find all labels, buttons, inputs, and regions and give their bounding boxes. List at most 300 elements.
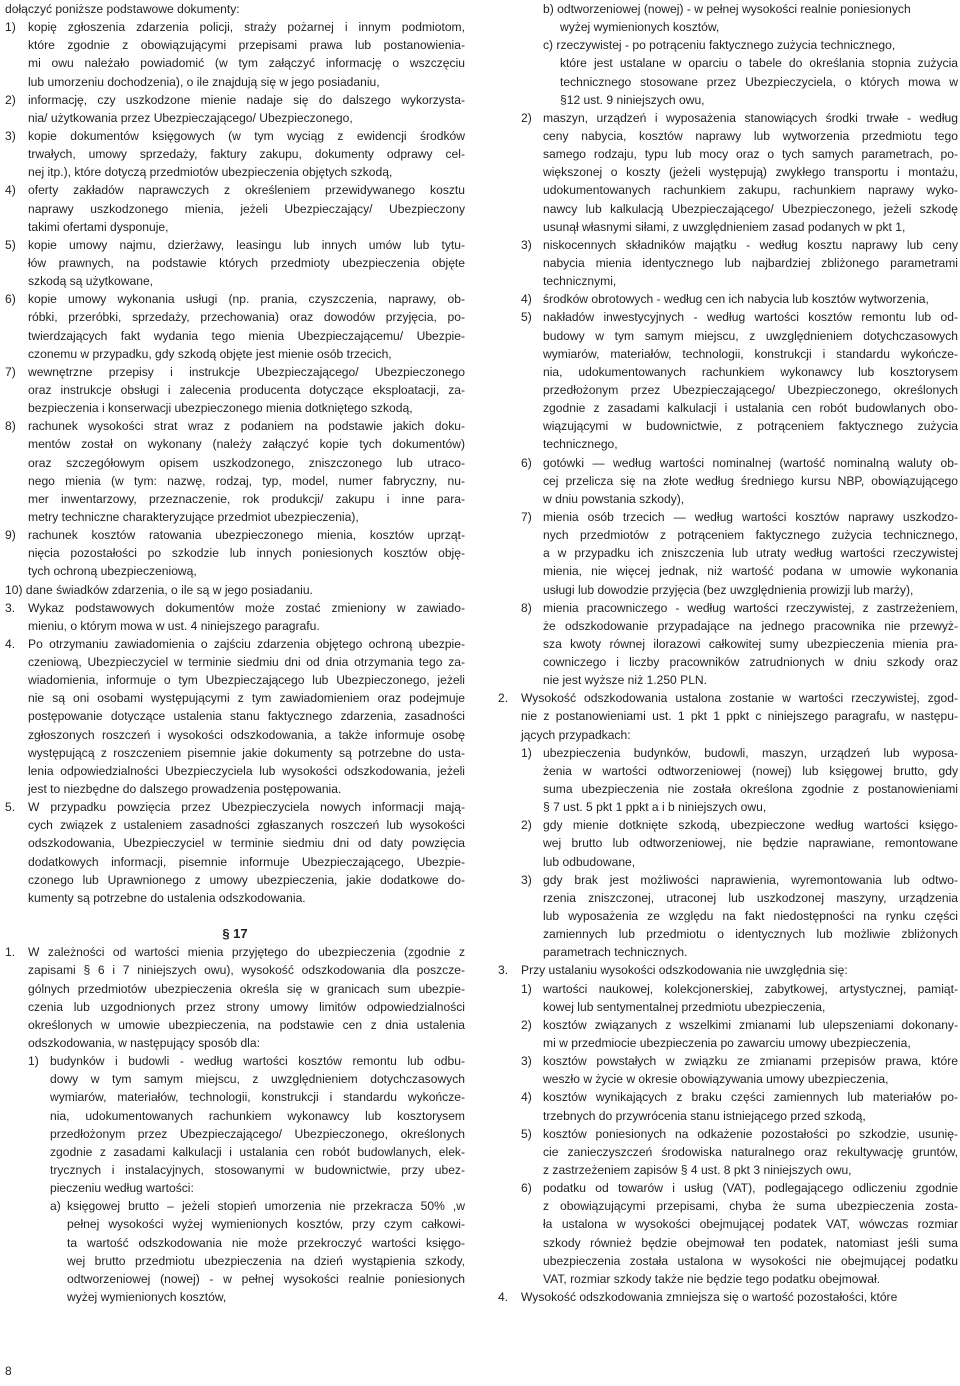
text-line bbox=[498, 345, 958, 363]
line-text: technicznego stosowane przez Ubezpieczyciela, o których mowa w bbox=[560, 74, 958, 89]
line-text: jest to niezbędne do dalszego prowadzenia postępowania. bbox=[28, 782, 342, 797]
text-line bbox=[5, 1052, 465, 1070]
line-text: środków obrotowych - według cen ich nabycia lub kosztów wytworzenia, bbox=[543, 292, 929, 307]
line-text: nawcy lub kalkulacją Ubezpieczającego/ Ubezpieczonego, jeżeli szkodę bbox=[543, 201, 958, 216]
line-text: gdy brak jest możliwości naprawienia, wyremontowania lub odtwo- bbox=[543, 872, 958, 887]
line-text: lenia odpowiedzialności Ubezpieczyciela lub wysokości odszkodowania, jeżeli bbox=[28, 763, 465, 778]
text-line bbox=[5, 308, 465, 326]
text-line bbox=[5, 363, 465, 381]
line-text: nięcia pozostałości po szkodzie lub innych poniesionych kosztów obję- bbox=[28, 546, 465, 561]
text-line bbox=[5, 671, 465, 689]
text-line bbox=[498, 308, 958, 326]
line-text: 10) dane świadków zdarzenia, o ile są w jego posiadaniu. bbox=[5, 582, 313, 597]
text-line bbox=[5, 1161, 465, 1179]
line-text: wyżej wymienionych kosztów, bbox=[560, 20, 720, 35]
line-text: mi w przedmiocie ubezpieczenia po zawarciu umowy ubezpieczenia, bbox=[543, 1036, 911, 1051]
line-text: wyżej wymienionych kosztów, bbox=[67, 1289, 227, 1304]
text-line bbox=[5, 181, 465, 199]
line-text: nia/ użytkowania przez Ubezpieczającego/ Ubezpieczonego, bbox=[28, 110, 353, 125]
text-line bbox=[5, 508, 465, 526]
text-line bbox=[5, 653, 465, 671]
line-text: trzebnych do przywrócenia stanu istniejącego przed szkodą, bbox=[543, 1108, 866, 1123]
line-text: cej przelicza się na złote według średniego kursu NBP, obowiązującego bbox=[543, 473, 958, 488]
text-line bbox=[498, 798, 958, 816]
text-line bbox=[5, 1179, 465, 1197]
line-text: W zależności od wartości mienia przyjętego do ubezpieczenia (zgodnie z bbox=[28, 945, 465, 960]
line-text: § 17 bbox=[222, 926, 248, 942]
text-line bbox=[498, 617, 958, 635]
line-text: ubezpieczenia została ustalona w wysokości nie obejmującej podatku bbox=[543, 1253, 958, 1268]
line-text: mienia, nie więcej jednak, niż wartość podana w umowie wykonania bbox=[543, 564, 958, 579]
text-line bbox=[498, 998, 958, 1016]
line-text: lub wyposażenia ze względu na fakt niedostępności na rynku części bbox=[543, 909, 958, 924]
text-line bbox=[498, 417, 958, 435]
text-line bbox=[498, 816, 958, 834]
text-line bbox=[498, 18, 958, 36]
line-text: ła ustalona w wysokości obejmującej podatek VAT, wówczas rozmiar bbox=[543, 1217, 958, 1232]
line-text: żenia w wartości odtworzeniowej (nowej) lub księgowej brutto, gdy bbox=[543, 763, 958, 778]
text-line bbox=[498, 1215, 958, 1233]
line-text: trycznych i instalacyjnych, stosowanymi w budownictwie, przy ubez- bbox=[50, 1163, 465, 1177]
text-line bbox=[498, 961, 958, 979]
text-line bbox=[498, 980, 958, 998]
text-line bbox=[5, 581, 465, 599]
text-line bbox=[5, 327, 465, 345]
line-text: Wysokość odszkodowania ustalona zostanie w wartości rzeczywistej, zgod- bbox=[521, 691, 958, 706]
text-line bbox=[498, 744, 958, 762]
text-line bbox=[498, 671, 958, 689]
list-number: 9) bbox=[5, 528, 16, 543]
text-line bbox=[498, 635, 958, 653]
text-line bbox=[5, 1125, 465, 1143]
text-line bbox=[5, 54, 465, 72]
line-text: pełnej wysokości wyżej wymienionych kosztów, przy czym całkowi- bbox=[67, 1217, 465, 1232]
line-text: trwałych, umowy sprzedaży, faktury zakupu, dokumenty odprawy cel- bbox=[28, 147, 465, 162]
line-text: nie są oni osobami występującymi z tym zawiadomieniem oraz podejmuje bbox=[28, 691, 465, 706]
line-text: kopię zgłoszenia zdarzenia policji, straży pożarnej i innym podmiotom, bbox=[28, 20, 465, 35]
list-number: 4. bbox=[498, 1289, 509, 1304]
line-text: c) rzeczywistej - po potrąceniu faktycznego zużycia technicznego, bbox=[543, 38, 896, 53]
right-column bbox=[498, 0, 958, 1306]
line-text: kowej lub sentymentalnej przedmiotu ubezpieczenia, bbox=[543, 999, 826, 1014]
line-text: czeniową, Ubezpieczyciel w terminie siedmiu dni od dnia otrzymania tego za- bbox=[28, 655, 465, 670]
line-text: tych ochroną ubezpieczeniową, bbox=[28, 564, 197, 579]
list-number: 6) bbox=[521, 1181, 532, 1196]
line-text: mi owu należało powiadomić (w tym załączyć informację o wszczęciu bbox=[28, 56, 465, 71]
text-line bbox=[498, 1288, 958, 1306]
line-text: budynków i budowli - według wartości kosztów remontu lub odbu- bbox=[50, 1054, 465, 1069]
line-text: rzenia zniszczonej, utraconej lub uszkodzonej maszyny, urządzenia bbox=[543, 890, 958, 905]
line-text: kumenty są potrzebne do ustalenia odszkodowania. bbox=[28, 890, 306, 905]
line-text: cowniczego i liczby pracowników zatrudnionych w dniu szkody oraz bbox=[543, 655, 958, 670]
text-line bbox=[498, 707, 958, 725]
line-text: kosztów wynikających z braku części zamiennych lub materiałów po- bbox=[543, 1090, 958, 1105]
line-text: weszło w życie w okresie obowiązywania umowy ubezpieczenia, bbox=[543, 1072, 889, 1087]
text-line bbox=[498, 1034, 958, 1052]
line-text: przedłożonym przez Ubezpieczającego/ Ubezpieczonego, określonych bbox=[543, 382, 958, 397]
text-line bbox=[5, 163, 465, 181]
text-line bbox=[498, 544, 958, 562]
text-line bbox=[5, 127, 465, 145]
line-text: kosztów poniesionych na odkażenie pozostałości po szkodzie, usunię- bbox=[543, 1126, 958, 1141]
text-line bbox=[5, 871, 465, 889]
text-line bbox=[5, 980, 465, 998]
text-line bbox=[498, 490, 958, 508]
line-text: wymiarów, materiałów, technologii, konstrukcji i standardu wykończe- bbox=[50, 1090, 465, 1105]
text-line bbox=[5, 381, 465, 399]
line-text: bezpieczenia i konserwacji ubezpieczonego mienia dotkniętego szkodą, bbox=[28, 401, 413, 416]
text-line bbox=[5, 472, 465, 490]
list-number: 4) bbox=[521, 1090, 532, 1105]
list-number: 6) bbox=[5, 292, 16, 307]
line-text: kopie umowy najmu, dzierżawy, leasingu lub innych umów lub tytu- bbox=[28, 237, 465, 252]
line-text: gdy mienie dotknięte szkodą, ubezpieczone według wartości księgo- bbox=[543, 818, 958, 833]
text-line bbox=[5, 1270, 465, 1288]
text-line bbox=[498, 363, 958, 381]
line-text: nie z postanowieniami ust. 1 pkt 1 ppkt c niniejszego paragrafu, w następu- bbox=[521, 709, 958, 724]
list-number: 7) bbox=[5, 364, 16, 379]
text-line bbox=[498, 127, 958, 145]
text-line bbox=[498, 327, 958, 345]
list-number: 1) bbox=[5, 20, 16, 35]
text-line bbox=[5, 635, 465, 653]
line-text: mienia osób trzecich — według wartości kosztów naprawy uszkodzo- bbox=[543, 509, 958, 524]
line-text: Po otrzymaniu zawiadomienia o zajściu zdarzenia objętego ochroną ubezpie- bbox=[28, 636, 465, 651]
line-text: wymiarów, materiałów, technologii, konstrukcji i standardu wykończe- bbox=[543, 346, 958, 361]
text-line bbox=[5, 1034, 465, 1052]
text-line bbox=[498, 73, 958, 91]
list-number: 3) bbox=[521, 872, 532, 887]
line-text: wartości naukowej, kolekcjonerskiej, zabytkowej, artystycznej, pamiąt- bbox=[543, 981, 958, 996]
list-number: 2) bbox=[521, 1017, 532, 1032]
text-line bbox=[5, 1234, 465, 1252]
line-text: Wysokość odszkodowania zmniejsza się o wartość pozostałości, które bbox=[521, 1289, 898, 1304]
text-line bbox=[5, 1197, 465, 1215]
text-line bbox=[498, 943, 958, 961]
text-line bbox=[5, 798, 465, 816]
line-text: wej brutto lub odtworzeniowej, nie będzie naprawiane, remontowane bbox=[543, 836, 958, 851]
line-text: technicznymi, bbox=[543, 274, 617, 289]
text-line bbox=[498, 272, 958, 290]
text-line bbox=[498, 834, 958, 852]
line-text: postępowanie dotyczące ustalenia stanu faktycznego zdarzenia, zasadności bbox=[28, 709, 465, 724]
line-text: budowy w tym samym miejscu, z uwzględnieniem dotychczasowych bbox=[543, 328, 958, 343]
line-text: nabycia mienia identycznego lub najbardziej zbliżonego parametrami bbox=[543, 255, 958, 270]
text-line bbox=[5, 689, 465, 707]
line-text: dodatkowych informacji, pisemnie informuje Ubezpieczającego, Ubezpie- bbox=[28, 854, 465, 869]
list-number: 3. bbox=[5, 600, 16, 615]
text-line bbox=[498, 1234, 958, 1252]
list-number: 3) bbox=[5, 128, 16, 143]
text-line bbox=[5, 145, 465, 163]
text-line bbox=[498, 653, 958, 671]
text-line bbox=[498, 1197, 958, 1215]
text-line bbox=[498, 581, 958, 599]
text-line bbox=[5, 1143, 465, 1161]
text-line bbox=[498, 762, 958, 780]
text-line bbox=[498, 290, 958, 308]
text-line bbox=[5, 73, 465, 91]
text-line bbox=[498, 254, 958, 272]
line-text: ceny nabycia, kosztów naprawy lub wytworzenia przedmiotu tego bbox=[543, 128, 958, 143]
text-line bbox=[5, 544, 465, 562]
text-line bbox=[498, 1016, 958, 1034]
list-number: 7) bbox=[521, 509, 532, 524]
text-line bbox=[5, 417, 465, 435]
list-number: 3. bbox=[498, 963, 509, 978]
line-text: łów prawnych, na podstawie których przedmioty ubezpieczenia objęte bbox=[28, 255, 465, 270]
line-text: Przy ustalaniu wysokości odszkodowania nie uwzględnia się: bbox=[521, 963, 848, 978]
text-line bbox=[5, 562, 465, 580]
list-number: 4) bbox=[5, 183, 16, 198]
text-line bbox=[5, 272, 465, 290]
text-line bbox=[498, 200, 958, 218]
line-text: sza kwoty równej ilorazowi całkowitej sumy ubezpieczenia mienia pra- bbox=[543, 636, 958, 651]
line-text: czonemu w przypadku, gdy szkodą objęte jest mienie osób trzecich, bbox=[28, 346, 392, 361]
text-line bbox=[498, 109, 958, 127]
text-line bbox=[498, 399, 958, 417]
line-text: metry techniczne charakteryzujące przedmiot ubezpieczenia), bbox=[28, 509, 359, 524]
text-line bbox=[498, 1125, 958, 1143]
text-line bbox=[498, 1252, 958, 1270]
line-text: zamiennych lub przedmiotu o identycznych lub możliwie zbliżonych bbox=[543, 927, 958, 942]
line-text: odszkodowania, Ubezpieczyciel w terminie siedmiu dni od daty powzięcia bbox=[28, 836, 465, 851]
line-text: oraz instrukcje obsługi i zalecenia producenta dotyczące eksploatacji, za- bbox=[28, 382, 465, 397]
line-text: zgodnie z zasadami kalkulacji i ustalania cen robót budowlanych, elek- bbox=[50, 1144, 465, 1159]
text-line bbox=[5, 1215, 465, 1233]
text-line bbox=[498, 91, 958, 109]
text-line bbox=[498, 0, 958, 18]
line-text: rachunek kosztów ratowania ubezpieczonego mienia, kosztów uprząt- bbox=[28, 528, 465, 543]
list-number: 5. bbox=[5, 800, 16, 815]
line-text: § 7 ust. 5 pkt 1 ppkt a i b niniejszych owu, bbox=[543, 800, 767, 815]
line-text: że odszkodowanie przypadające na jednego pracownika nie przewyż- bbox=[543, 618, 958, 633]
line-text: mentów został on wykonany (należy załączyć kopie tych dokumentów) bbox=[28, 437, 465, 452]
line-text: lub umorzeniu dochodzenia), o ile znajdują się w jego posiadaniu, bbox=[28, 74, 380, 89]
line-text: które jest ustalane w oparciu o tabele do określania stopnia zużycia bbox=[560, 56, 958, 71]
text-line bbox=[5, 599, 465, 617]
line-text: technicznego, bbox=[543, 437, 618, 452]
line-text: zgłoszonych roszczeń i wysokości odszkodowania, a także informuje osobę bbox=[28, 727, 465, 742]
section-heading bbox=[5, 925, 465, 943]
text-line bbox=[5, 218, 465, 236]
list-number: 8) bbox=[521, 600, 532, 615]
line-text: zgodnie z zasadami kalkulacji i ustalania cen robót budowlanych obo- bbox=[543, 401, 958, 416]
list-number: 5) bbox=[5, 237, 16, 252]
line-text: samego rodzaju, typu lub mocy oraz o tych samych parametrach, po- bbox=[543, 147, 958, 162]
line-text: rachunek wysokości strat wraz z podaniem na podstawie jakich doku- bbox=[28, 419, 465, 434]
list-number: 1) bbox=[521, 745, 532, 760]
line-text: czenia lub uzgodnionych przez strony umowy limitów odpowiedzialności bbox=[28, 999, 465, 1014]
line-text: nego mienia (w tym: nazwę, rodzaj, typ, model, numer fabryczny, nu- bbox=[28, 473, 465, 488]
line-text: pieczeniu według wartości: bbox=[50, 1181, 194, 1196]
text-line bbox=[5, 780, 465, 798]
line-text: mieniu, o którym mowa w ust. 4 niniejszego paragrafu. bbox=[28, 618, 320, 633]
list-number: 1. bbox=[5, 945, 16, 960]
text-line bbox=[5, 200, 465, 218]
line-text: gotówki — według wartości nominalnej (wartość nominalną waluty ob- bbox=[543, 455, 958, 470]
text-line bbox=[498, 925, 958, 943]
line-text: odszkodowania, w następujący sposób dla: bbox=[28, 1036, 260, 1051]
text-line bbox=[498, 889, 958, 907]
text-line bbox=[498, 236, 958, 254]
text-line bbox=[498, 381, 958, 399]
line-text: występującą z roszczeniem pisemnie jakie dokumenty są potrzebne do usta- bbox=[28, 745, 465, 760]
text-line bbox=[498, 562, 958, 580]
text-line bbox=[498, 689, 958, 707]
text-line bbox=[5, 399, 465, 417]
line-text: oferty zakładów naprawczych z określeniem przewidywanego kosztu bbox=[28, 183, 465, 198]
list-number: 3) bbox=[521, 1054, 532, 1069]
line-text: mer inwentarzowy, przeznaczenie, rok produkcji/ zakupu i inne para- bbox=[28, 491, 465, 506]
line-text: określonych w umowie ubezpieczenia, na podstawie cen z dnia ustalenia bbox=[28, 1017, 465, 1032]
text-line bbox=[498, 1143, 958, 1161]
text-line bbox=[498, 36, 958, 54]
text-line bbox=[498, 508, 958, 526]
line-text: z obowiązującymi przepisami, chyba że suma ubezpieczenia zosta- bbox=[543, 1199, 958, 1214]
line-text: szkodą są użytkowane, bbox=[28, 274, 154, 289]
list-number: 1) bbox=[521, 981, 532, 996]
text-line bbox=[498, 907, 958, 925]
text-line bbox=[498, 145, 958, 163]
text-line bbox=[5, 435, 465, 453]
text-line bbox=[498, 726, 958, 744]
list-number: 8) bbox=[5, 419, 16, 434]
line-text: §12 ust. 9 niniejszych owu, bbox=[560, 92, 705, 107]
line-text: W przypadku powzięcia przez Ubezpieczyciela nowych informacji mają- bbox=[28, 800, 465, 815]
line-text: nia, udokumentowanych rachunkiem wykonawcy lub kosztorysem bbox=[50, 1108, 465, 1123]
text-line bbox=[5, 998, 465, 1016]
text-line bbox=[5, 726, 465, 744]
line-text: przedłożonym przez Ubezpieczającego/ Ubezpieczonego, określonych bbox=[50, 1126, 465, 1141]
line-text: cie zanieczyszczeń środowiska naturalnego oraz rekultywację gruntów, bbox=[543, 1144, 958, 1159]
line-text: nia, udokumentowanych rachunkiem wykonawcy lub kosztorysem bbox=[543, 364, 958, 379]
text-line bbox=[498, 599, 958, 617]
list-number: 5) bbox=[521, 310, 532, 325]
line-text: odtworzeniowej (nowej) - w pełnej wysokości realnie poniesionych bbox=[67, 1271, 465, 1286]
text-line bbox=[5, 345, 465, 363]
line-text: które zgodnie z obowiązującymi przepisami prawa lub postanowienia- bbox=[28, 38, 465, 53]
text-line bbox=[498, 853, 958, 871]
text-line bbox=[498, 472, 958, 490]
line-text: lub odbudowane, bbox=[543, 854, 636, 869]
list-number: 2) bbox=[521, 110, 532, 125]
line-text: czonego lub Uprawnionego z umowy ubezpieczenia, jakie dodatkowe do- bbox=[28, 872, 465, 887]
line-text: a w przypadku ich zniszczenia lub utraty według wartości rzeczywistej bbox=[543, 546, 958, 561]
text-line bbox=[5, 490, 465, 508]
line-text: podatku od towarów i usług (VAT), podlegającego odliczeniu zgodnie bbox=[543, 1181, 958, 1196]
list-number: 1) bbox=[28, 1054, 39, 1069]
line-text: usługi lub dowodzie przyjęcia (bez uwzględnienia prowizji lub marży), bbox=[543, 582, 914, 597]
line-text: twierdzających fakt wydania tego mienia Ubezpieczającemu/ Ubezpie- bbox=[28, 328, 465, 343]
line-text: szkody również będzie obejmował ten podatek, natomiast jeśli suma bbox=[543, 1235, 958, 1250]
text-line bbox=[5, 889, 465, 907]
text-line bbox=[498, 1107, 958, 1125]
list-letter: a) bbox=[50, 1199, 61, 1214]
text-line bbox=[5, 1252, 465, 1270]
line-text: zapisami § 6 i 7 niniejszych owu), wysokość odszkodowania dla poszcze- bbox=[28, 963, 465, 978]
line-text: mienia pracowniczego - według wartości rzeczywistej, z zastrzeżeniem, bbox=[543, 600, 958, 615]
line-text: kosztów związanych z wszelkimi zmianami lub ulepszeniami dokonany- bbox=[543, 1017, 958, 1032]
text-line bbox=[498, 163, 958, 181]
text-line bbox=[498, 435, 958, 453]
text-line bbox=[5, 907, 465, 925]
line-text: VAT, rozmiar szkody także nie będzie tego podatku obejmował. bbox=[543, 1271, 881, 1286]
text-line bbox=[498, 218, 958, 236]
line-text: ubezpieczenia budynków, budowli, maszyn, urządzeń lub wyposa- bbox=[543, 745, 958, 760]
text-line bbox=[498, 1270, 958, 1288]
line-text: wiadomienia, informuje o tym Ubezpieczającego lub Ubezpieczonego, jeżeli bbox=[28, 673, 465, 688]
line-text: księgowej brutto – jeżeli stopień umorzenia nie przekracza 50% ,w bbox=[67, 1199, 465, 1214]
text-line bbox=[498, 1088, 958, 1106]
line-text: z zastrzeżeniem zapisów § 4 ust. 8 pkt 3 niniejszych owu, bbox=[543, 1163, 852, 1177]
line-text: cych związek z ustaleniem zasadności zgłaszanych roszczeń lub wysokości bbox=[28, 818, 465, 833]
line-text: kosztów powstałych w związku ze zmianami przepisów prawa, które bbox=[543, 1054, 958, 1069]
line-text: informację, czy uszkodzone mienie nadaje się do dalszego wykorzysta- bbox=[28, 92, 465, 107]
list-number: 5) bbox=[521, 1126, 532, 1141]
text-line bbox=[5, 454, 465, 472]
line-text: nakładów inwestycyjnych - według wartości kosztów remontu lub od- bbox=[543, 310, 958, 325]
text-line bbox=[5, 0, 465, 18]
line-text: Wykaz podstawowych dokumentów może zostać zmieniony w zawiado- bbox=[28, 600, 465, 615]
line-text: oraz szczegółowym opisem uszkodzonego, zniszczonego lub utraco- bbox=[28, 455, 465, 470]
line-text: takimi ofertami dysponuje, bbox=[28, 219, 169, 234]
list-number: 6) bbox=[521, 455, 532, 470]
text-line bbox=[5, 236, 465, 254]
text-line bbox=[5, 1016, 465, 1034]
text-line bbox=[5, 834, 465, 852]
text-line bbox=[5, 18, 465, 36]
line-text: gólnych przedmiotów ubezpieczenia określa się w granicach sum ubezpie- bbox=[28, 981, 465, 996]
line-text: wiązującymi w budownictwie, z potrąceniem faktycznego zużycia bbox=[543, 419, 958, 434]
line-text: w dniu powstania szkody), bbox=[543, 491, 685, 506]
text-line bbox=[5, 816, 465, 834]
text-line bbox=[498, 454, 958, 472]
line-text: nie jest wyższe niż 1.250 PLN. bbox=[543, 673, 708, 688]
list-number: 3) bbox=[521, 237, 532, 252]
line-text: niskocennych składników majątku - według kosztu naprawy lub ceny bbox=[543, 237, 958, 252]
text-line bbox=[498, 1179, 958, 1197]
list-number: 4. bbox=[5, 636, 16, 651]
text-line bbox=[498, 181, 958, 199]
line-text: kopie umowy wykonania usługi (np. prania, czyszczenia, naprawy, ob- bbox=[28, 292, 465, 307]
list-number: 2) bbox=[5, 92, 16, 107]
line-text: maszyn, urządzeń i wyposażenia stanowiących środki trwałe - według bbox=[543, 110, 958, 125]
text-line bbox=[498, 526, 958, 544]
line-text: usunął własnymi siłami, z uwzględnieniem zasad podanych w pkt 1, bbox=[543, 219, 906, 234]
line-text: dowy w tym samym miejscu, z uwzględnieniem dotychczasowych bbox=[50, 1072, 465, 1087]
line-text: kopie dokumentów księgowych (w tym wyciąg z ewidencji środków bbox=[28, 128, 465, 143]
text-line bbox=[5, 290, 465, 308]
text-line bbox=[5, 1107, 465, 1125]
line-text: róbki, przeróbki, sprzedaży, przechowania) oraz dowodów przyjęcia, po- bbox=[28, 310, 465, 325]
line-text: udokumentowanych rachunkiem zakupu, rachunkiem naprawy wyko- bbox=[543, 183, 958, 198]
text-line bbox=[5, 1288, 465, 1306]
line-text: naprawy uszkodzonego mienia, jeżeli Ubezpieczający/ Ubezpieczony bbox=[28, 201, 465, 216]
text-line bbox=[498, 871, 958, 889]
text-line bbox=[5, 617, 465, 635]
text-line bbox=[498, 1070, 958, 1088]
line-text: ta wartość odszkodowania nie może przekroczyć wartości księgo- bbox=[67, 1235, 465, 1250]
text-line bbox=[498, 54, 958, 72]
line-text: b) odtworzeniowej (nowej) - w pełnej wysokości realnie poniesionych bbox=[543, 2, 911, 16]
text-line bbox=[5, 943, 465, 961]
list-number: 4) bbox=[521, 292, 532, 307]
text-line bbox=[5, 36, 465, 54]
line-text: dołączyć poniższe podstawowe dokumenty: bbox=[5, 2, 240, 16]
line-text: większonej o koszty (jeżeli występują) zwykłego transportu i montażu, bbox=[543, 165, 958, 180]
text-line bbox=[5, 853, 465, 871]
